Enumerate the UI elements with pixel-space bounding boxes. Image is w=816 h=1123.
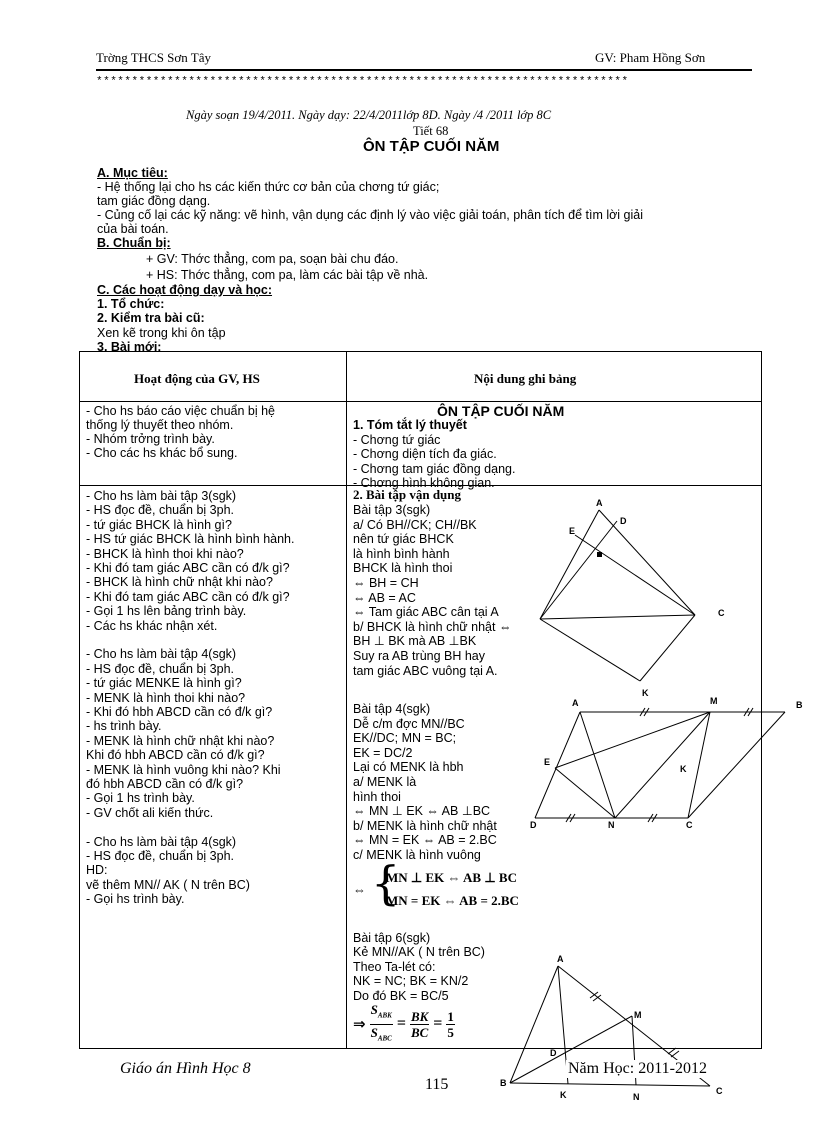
segment	[688, 712, 710, 818]
area-subscript: ABC	[377, 1034, 392, 1043]
dates-line: Ngày soạn 19/4/2011. Ngày dạy: 22/4/2011lớp 8D. Ngày /4 /2011 lớp 8C	[186, 108, 552, 122]
text-line: EK = DC/2	[353, 745, 413, 760]
text-line: BHCK là hình thoi	[353, 561, 453, 576]
text-line: - Gọi 1 hs trình bày.	[86, 791, 195, 806]
text-line: - Cho hs làm bài tập 4(sgk)	[86, 834, 237, 849]
implies-symbol: ⇒	[353, 1016, 366, 1034]
exercises-heading: 2. Bài tập vận dụng	[353, 487, 462, 502]
text-line: - Chơng hình không gian.	[353, 476, 495, 491]
text-line: ⇔ MN ⊥ EK ⇔ AB ⊥BC	[353, 804, 491, 819]
preparation-line: + GV: Thớc thẳng, com pa, soạn bài chu đáo.	[146, 252, 399, 266]
segment	[540, 619, 640, 681]
fig-label: B	[796, 700, 803, 710]
lesson-number: Tiết 68	[413, 124, 449, 138]
tick-marks	[566, 708, 753, 822]
fig-label: D	[530, 820, 537, 830]
segment	[535, 712, 580, 818]
fig-label: A	[572, 698, 579, 708]
segment	[615, 712, 710, 818]
preparation-line: + HS: Thớc thẳng, com pa, làm các bài tập về nhà.	[146, 268, 429, 282]
text-line: a/ MENK là	[353, 775, 417, 789]
brace: {	[371, 856, 401, 910]
text-line: - Cho hs làm bài tập 4(sgk)	[86, 647, 237, 662]
equation-line: MN = EK ⇔ AB = 2.BC	[386, 893, 519, 908]
numerator: BK	[410, 1008, 429, 1024]
point-marker	[597, 552, 602, 557]
text-line: Dễ c/m đợc MN//BC	[353, 716, 465, 731]
text-line: NK = NC; BK = KN/2	[353, 974, 469, 989]
text-line: - HS đọc đề, chuẩn bị 3ph.	[86, 661, 235, 676]
text-line: - Cho các hs khác bổ sung.	[86, 446, 238, 460]
text-line: - Chơng tam giác đồng dạng.	[353, 461, 516, 476]
text-line: - Các hs khác nhận xét.	[86, 618, 218, 633]
text-line: Do đó BK = BC/5	[353, 988, 449, 1003]
fig-label: B	[500, 1078, 507, 1088]
text-line: thống lý thuyết theo nhóm.	[86, 418, 234, 432]
segment	[540, 521, 617, 619]
text-line: Bài tập 6(sgk)	[353, 931, 431, 945]
text-line: - Khi đó hbh ABCD cần có đ/k gì?	[86, 705, 273, 719]
fig-label: C	[716, 1086, 723, 1096]
fig-label: M	[710, 696, 718, 706]
fig-label: D	[620, 516, 627, 526]
fig-label: K	[642, 688, 649, 698]
text-line: - Khi đó tam giác ABC cần có đ/k gì?	[86, 561, 290, 575]
text-line: ⇔ MN = EK ⇔ AB = 2.BC	[353, 833, 497, 848]
area-subscript: ABK	[377, 1011, 392, 1020]
text-line: b/ MENK là hình chữ nhật	[353, 818, 497, 833]
denominator: BC	[410, 1024, 429, 1040]
objective-line: - Củng cố lại các kỹ năng: vẽ hình, vận dụng các định lý vào việc giải toán, phân tích để tìm lời giải	[97, 208, 644, 222]
text-line: a/ Có BH//CK; CH//BK	[353, 517, 477, 532]
segment	[575, 535, 695, 615]
segment	[510, 1083, 710, 1086]
text-line: - HS đọc đề, chuẩn bị 3ph.	[86, 849, 235, 863]
equiv-symbol: ⇔	[353, 882, 366, 897]
segment	[640, 615, 695, 681]
star-divider: ***************************************************************************	[96, 76, 629, 88]
segment	[555, 768, 615, 818]
text-line: hình thoi	[353, 789, 401, 804]
fraction	[370, 1002, 393, 1046]
text-line: - Cho hs làm bài tập 3(sgk)	[86, 489, 237, 503]
text-line: Bài tập 3(sgk)	[353, 503, 431, 517]
teacher-name: GV: Pham Hồng Sơn	[595, 50, 706, 65]
equation-line: MN ⊥ EK ⇔ AB ⊥ BC	[386, 870, 517, 885]
text-line: - tứ giác MENKE là hình gì?	[86, 676, 242, 691]
objective-line: - Hệ thống lại cho hs các kiến thức cơ bản của chơng tứ giác;	[97, 180, 440, 194]
fraction	[446, 1009, 455, 1040]
figure-bt6	[490, 948, 740, 1108]
text-line: nên tứ giác BHCK	[353, 532, 454, 547]
figure-bt4	[520, 690, 810, 830]
footer-right: Năm Học: 2011-2012	[568, 1060, 707, 1077]
text-line: Suy ra AB trùng BH hay	[353, 649, 486, 663]
page-number: 115	[425, 1076, 449, 1093]
text-line: là hình bình hành	[353, 546, 450, 561]
area-symbol: S	[370, 1024, 378, 1040]
fig-label: C	[718, 608, 725, 618]
text-line: HD:	[86, 863, 108, 878]
objective-line: của bài toán.	[97, 222, 169, 236]
figure-bt3	[520, 496, 740, 702]
text-line: 1. Tóm tắt lý thuyết	[353, 418, 467, 432]
page-title: ÔN TẬP CUỐI NĂM	[363, 138, 500, 155]
text-line: b/ BHCK là hình chữ nhật ⇔	[353, 619, 512, 634]
objective-line: tam giác đồng dạng.	[97, 194, 211, 208]
text-line: - MENK là hình thoi khi nào?	[86, 690, 246, 705]
segment	[540, 615, 695, 619]
col1-header: Hoạt động của GV, HS	[134, 371, 260, 386]
fig-label: K	[560, 1090, 567, 1100]
text-line: - tứ giác BHCK là hình gì?	[86, 517, 232, 532]
text-line: vẽ thêm MN// AK ( N trên BC)	[86, 877, 250, 892]
text-line: - Khi đó tam giác ABC cần có đ/k gì?	[86, 589, 290, 604]
text-line: - BHCK là hình chữ nhật khi nào?	[86, 575, 273, 590]
text-line: - MENK là hình chữ nhật khi nào?	[86, 733, 275, 748]
fig-label: E	[569, 526, 576, 536]
activity-step: 1. Tổ chức:	[97, 297, 165, 311]
text-line: Bài tập 4(sgk)	[353, 702, 431, 716]
fig-label: M	[634, 1010, 642, 1020]
text-line: EK//DC; MN = BC;	[353, 731, 457, 746]
equation-system	[353, 856, 553, 912]
text-line: - Chơng diện tích đa giác.	[353, 447, 497, 462]
objectives-heading: A. Mục tiêu:	[97, 166, 168, 180]
activity-step: 2. Kiểm tra bài cũ:	[97, 311, 205, 325]
segment	[555, 712, 710, 768]
text-line: ⇔ BH = CH	[353, 576, 419, 590]
text-line: tam giác ABC vuông tại A.	[353, 663, 498, 678]
text-line: - HS tứ giác BHCK là hình bình hành.	[86, 532, 295, 547]
fig-label: D	[550, 1048, 557, 1058]
text-line: - Nhóm trởng trình bày.	[86, 432, 215, 446]
text-line: - Gọi hs trình bày.	[86, 892, 185, 907]
text-line: BH ⊥ BK mà AB ⊥BK	[353, 634, 477, 649]
equals-sign: =	[433, 1015, 443, 1033]
area-symbol: S	[370, 1002, 378, 1017]
text-line: - Chơng tứ giác	[353, 432, 441, 447]
segment	[510, 966, 558, 1083]
denominator: 5	[447, 1024, 454, 1040]
activity-step: 3. Bài mới:	[97, 340, 162, 354]
activity-note: Xen kẽ trong khi ôn tập	[97, 326, 226, 340]
segment	[688, 712, 785, 818]
text-line: c/ MENK là hình vuông	[353, 848, 481, 862]
text-line: - Gọi 1 hs lên bảng trình bày.	[86, 604, 247, 619]
text-line: ⇔ AB = AC	[353, 590, 416, 605]
text-line: - HS đọc đề, chuẩn bị 3ph.	[86, 503, 235, 518]
text-line: - hs trình bày.	[86, 719, 162, 734]
school-name: Trờng THCS Sơn Tây	[96, 50, 212, 65]
fig-label: K	[680, 764, 687, 774]
col2-header: Nội dung ghi bảng	[474, 371, 577, 386]
text-line: Khi đó hbh ABCD cần có đ/k gì?	[86, 748, 265, 763]
fig-label: N	[608, 820, 615, 830]
text-line: - BHCK là hình thoi khi nào?	[86, 546, 244, 561]
text-line: ⇔ Tam giác ABC cân tại A	[353, 605, 499, 620]
fig-label: N	[633, 1092, 640, 1102]
row1-right-title: ÔN TẬP CUỐI NĂM	[437, 403, 565, 419]
text-line: - Cho hs báo cáo việc chuẩn bị hệ	[86, 404, 276, 418]
text-line: Theo Ta-lét có:	[353, 959, 436, 974]
text-line: Lại có MENK là hbh	[353, 760, 464, 775]
fraction	[410, 1009, 429, 1040]
equals-sign: =	[396, 1015, 406, 1033]
footer-left: Giáo án Hình Học 8	[120, 1060, 251, 1077]
text-line: Kẻ MN//AK ( N trên BC)	[353, 945, 485, 960]
activities-heading: C. Các hoạt động dạy và học:	[97, 283, 273, 297]
fig-label: C	[686, 820, 693, 830]
numerator: 1	[447, 1008, 454, 1024]
area-ratio-formula	[353, 1002, 455, 1046]
text-line: - MENK là hình vuông khi nào? Khi	[86, 762, 281, 777]
fig-label: A	[557, 954, 564, 964]
text-line: đó hbh ABCD cần có đ/k gì?	[86, 777, 244, 791]
fig-label: A	[596, 498, 603, 508]
text-line: - GV chốt ali kiến thức.	[86, 805, 214, 820]
header-rule	[96, 69, 752, 71]
fig-label: E	[544, 757, 551, 767]
preparation-heading: B. Chuẩn bị:	[97, 236, 171, 250]
segment	[580, 712, 615, 818]
